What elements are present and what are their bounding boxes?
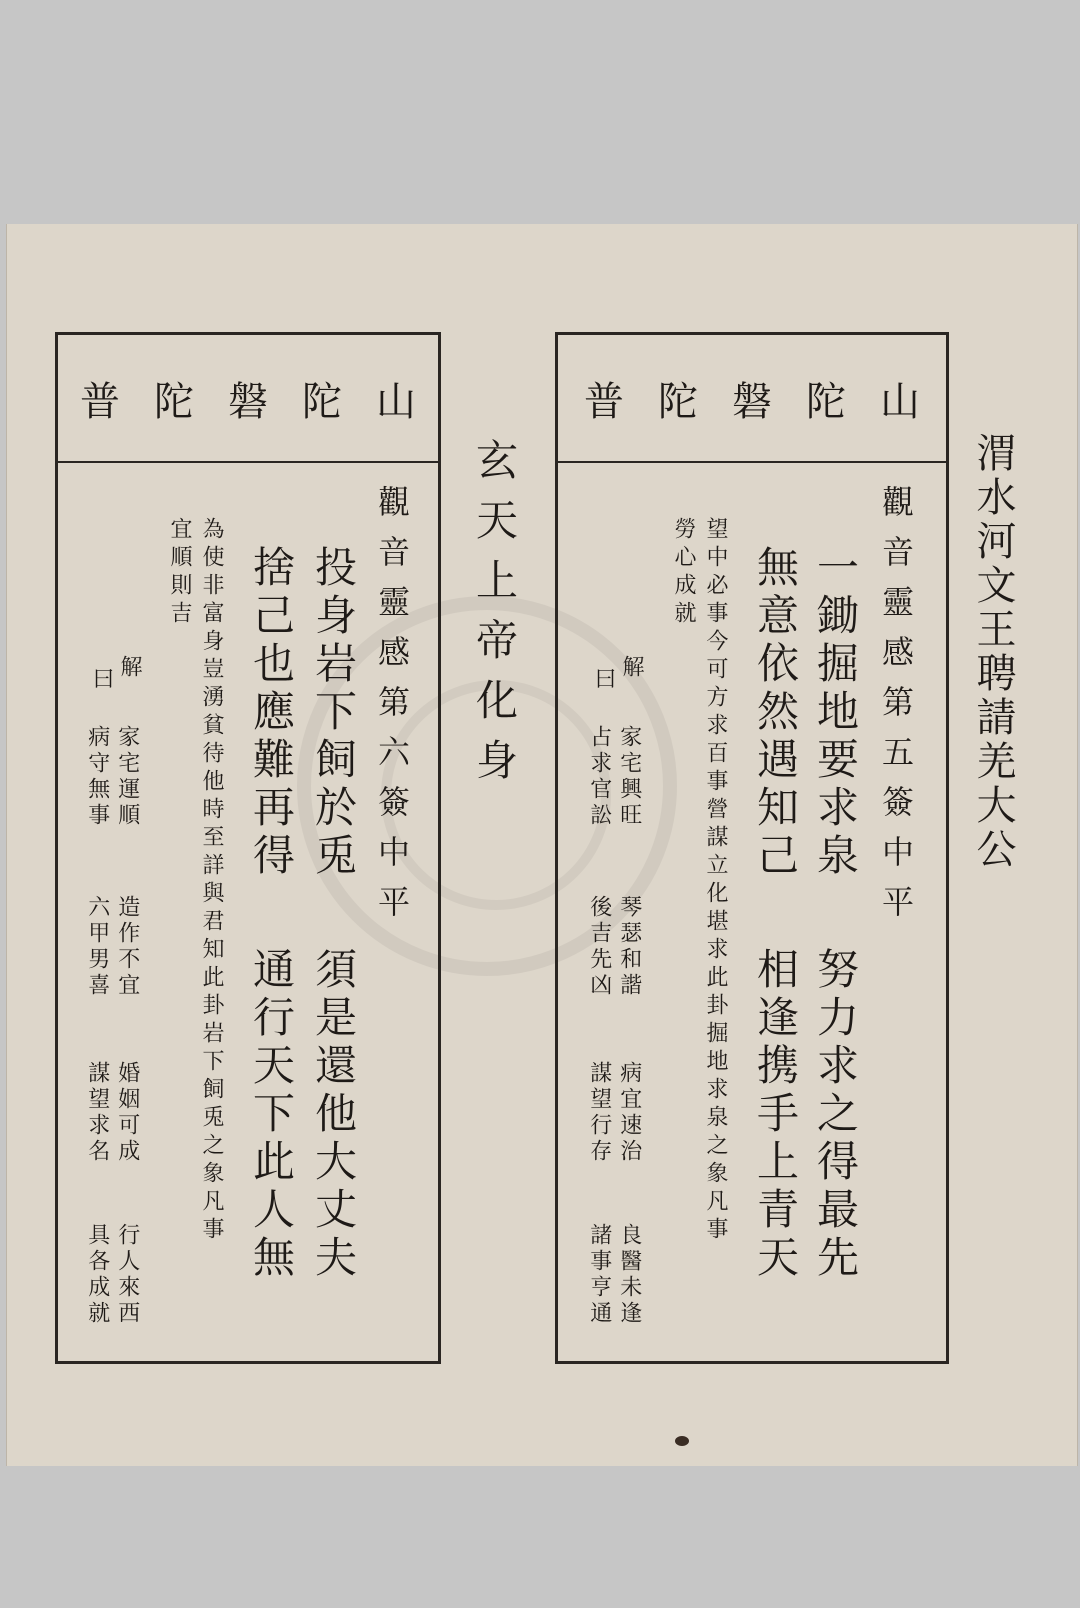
item: 家宅興旺 — [616, 725, 642, 829]
explanation-line-1: 望中必事今可方求百事營謀立化堪求此卦掘地求泉之象凡事 — [703, 517, 728, 1245]
poem-line-1: 投身岩下飼於兎 — [309, 545, 358, 881]
explanation-line-1: 為使非富身豈湧貧待他時至詳與君知此卦岩下飼兎之象凡事 — [199, 517, 224, 1245]
ink-blot — [675, 1436, 689, 1446]
item: 諸事亨通 — [586, 1223, 612, 1327]
poem-line-2: 捨己也應難再得 — [247, 545, 296, 881]
poem-line-2: 無意依然遇知己 — [751, 545, 800, 881]
item: 琴瑟和諧 — [616, 895, 642, 999]
slip-header — [58, 335, 450, 463]
center-title: 玄天上帝化身 — [470, 438, 519, 798]
yue-label: 曰 — [89, 667, 114, 695]
item: 占求官訟 — [586, 725, 612, 829]
slip-subtitle: 觀音靈感第六簽中平 — [373, 485, 411, 935]
explanation-line-2: 勞心成就 — [671, 517, 696, 629]
slip-header — [558, 335, 954, 463]
slip-header-text: 普陀磐陀山 — [584, 378, 954, 425]
book-page — [6, 224, 1078, 1466]
item: 良醫未逢 — [616, 1223, 642, 1327]
explanation-line-2: 宜順則吉 — [167, 517, 192, 629]
yue-label: 曰 — [591, 667, 616, 695]
slip-subtitle: 觀音靈感第五簽中平 — [877, 485, 915, 935]
poem-line-3: 努力求之得最先 — [811, 947, 860, 1283]
item: 謀望行存 — [586, 1061, 612, 1165]
fortune-slip-6 — [55, 332, 450, 1364]
poem-line-1: 一鋤掘地要求泉 — [811, 545, 860, 881]
item: 造作不宜 — [114, 895, 140, 999]
right-title: 渭水河文王聘請羌大公 — [970, 432, 1016, 872]
item: 行人來西 — [114, 1223, 140, 1327]
slip-header-text: 普陀磐陀山 — [80, 378, 450, 425]
jie-label: 解 — [619, 655, 644, 683]
poem-line-4: 通行天下此人無 — [247, 947, 296, 1283]
fortune-slip-5 — [555, 332, 954, 1364]
poem-line-4: 相逢携手上青天 — [751, 947, 800, 1283]
item: 後吉先凶 — [586, 895, 612, 999]
jie-label: 解 — [117, 655, 142, 683]
item: 具各成就 — [84, 1223, 110, 1327]
item: 六甲男喜 — [84, 895, 110, 999]
poem-line-3: 須是還他大丈夫 — [309, 947, 358, 1283]
item: 病宜速治 — [616, 1061, 642, 1165]
item: 病守無事 — [84, 725, 110, 829]
item: 婚姻可成 — [114, 1061, 140, 1165]
item: 謀望求名 — [84, 1061, 110, 1165]
item: 家宅運順 — [114, 725, 140, 829]
